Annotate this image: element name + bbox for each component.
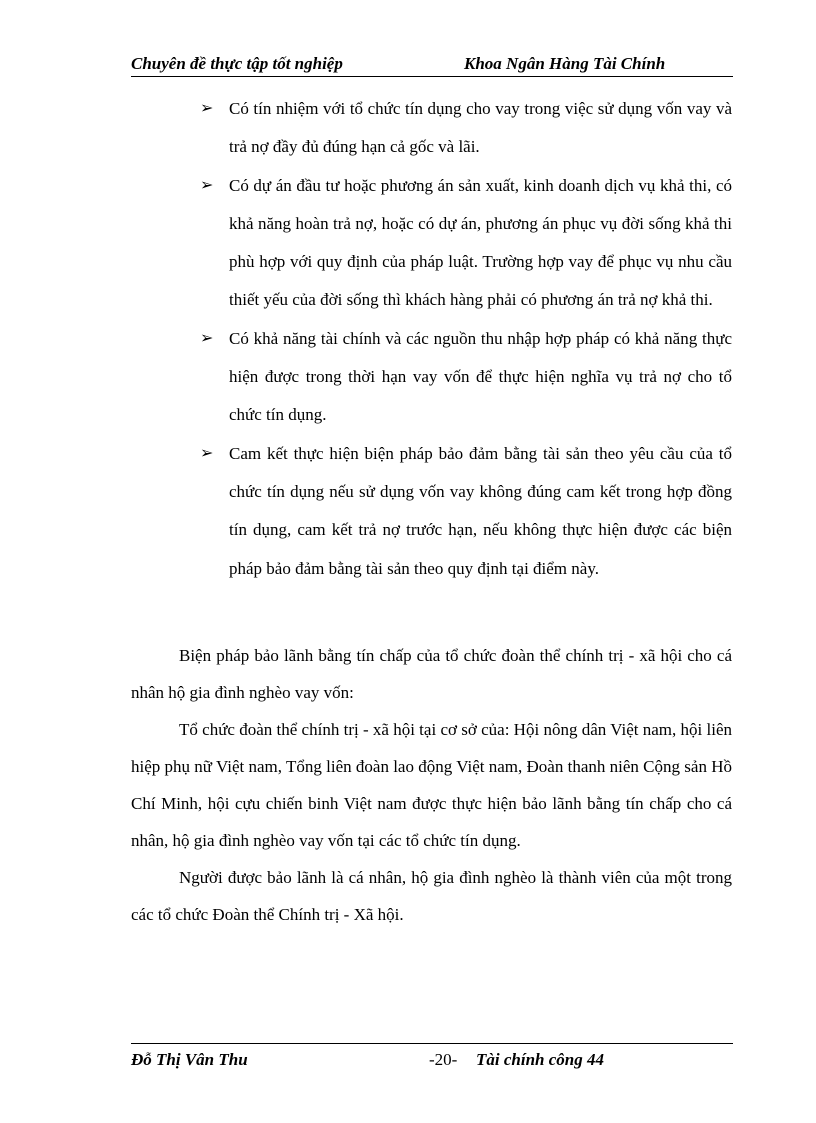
arrow-bullet-icon: ➢	[200, 176, 214, 194]
page-header	[131, 50, 733, 77]
paragraph: Biện pháp bảo lãnh bằng tín chấp của tổ chức đoàn thể chính trị - xã hội cho cá nhân hộ gia đình nghèo vay vốn:	[131, 646, 732, 702]
list-item-text: Có khả năng tài chính và các nguồn thu nhập hợp pháp có khả năng thực hiện được trong thời hạn vay vốn để thực hiện nghĩa vụ trả nợ cho tổ chức tín dụng.	[229, 328, 732, 425]
list-item-text: Cam kết thực hiện biện pháp bảo đảm bằng tài sản theo yêu cầu của tổ chức tín dụng nếu sử dụng vốn vay không đúng cam kết trong hợp đồng tín dụng, cam kết trả nợ trước hạn, nếu không thực hiện được các biện pháp bảo đảm bằng tài sản theo quy định tại điểm này.	[229, 443, 732, 578]
footer-author: Đỗ Thị Vân Thu	[131, 1050, 248, 1069]
list-item	[200, 435, 732, 588]
arrow-bullet-icon: ➢	[200, 329, 214, 347]
footer-course: Tài chính công 44	[476, 1050, 604, 1069]
arrow-bullet-icon: ➢	[200, 444, 214, 462]
page-number: -20-	[429, 1050, 458, 1069]
header-faculty: Khoa Ngân Hàng Tài Chính	[464, 54, 666, 73]
arrow-bullet-icon: ➢	[200, 100, 214, 117]
list-item	[200, 320, 732, 435]
list-item	[200, 90, 732, 167]
requirements-list	[200, 90, 732, 588]
paragraph: Người được bảo lãnh là cá nhân, hộ gia đình nghèo là thành viên của một trong các tổ chức Đoàn thể Chính trị - Xã hội.	[131, 868, 732, 924]
list-item	[200, 167, 732, 320]
list-item-text: Có dự án đầu tư hoặc phương án sản xuất, kinh doanh dịch vụ khả thi, có khả năng hoàn trả nợ, hoặc có dự án, phương án phục vụ đời sống khả thi phù hợp với quy định của pháp luật. Trường hợp vay để phục vụ nhu cầu thiết yếu của đời sống thì khách hàng phải có phương án trả nợ khả thi.	[229, 175, 732, 310]
body-paragraphs	[131, 637, 732, 933]
paragraph: Tổ chức đoàn thể chính trị - xã hội tại cơ sở của: Hội nông dân Việt nam, hội liên hiệp phụ nữ Việt nam, Tổng liên đoàn lao động Việt nam, Đoàn thanh niên Cộng sản Hồ Chí Minh, hội cựu chiến binh Việt nam được thực hiện bảo lãnh bằng tín chấp cho cá nhân, hộ gia đình nghèo vay vốn tại các tổ chức tín dụng.	[131, 720, 732, 850]
header-thesis-title: Chuyên đề thực tập tốt nghiệp	[131, 54, 343, 73]
list-item-text: Có tín nhiệm với tổ chức tín dụng cho vay trong việc sử dụng vốn vay và trả nợ đầy đủ đúng hạn cả gốc và lãi.	[229, 99, 732, 157]
page-footer	[131, 1043, 733, 1074]
